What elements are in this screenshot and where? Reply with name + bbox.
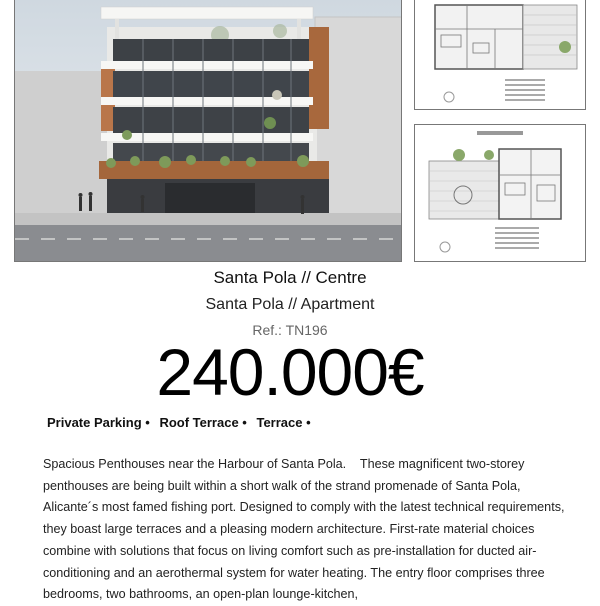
listing-subtitle: Santa Pola // Apartment [205, 296, 375, 313]
floor-plan-image [415, 0, 586, 110]
feature-list [47, 415, 317, 430]
listing-title: Santa Pola // Centre [213, 268, 367, 287]
feature-item: Roof Terrace • [159, 415, 247, 430]
feature-item: Terrace • [256, 415, 311, 430]
building-render-image [15, 0, 402, 262]
reference-number: Ref.: TN196 [252, 322, 328, 338]
property-description [43, 454, 568, 606]
floor-plan-image [415, 125, 586, 262]
floor-plan-lower-thumbnail[interactable] [414, 124, 586, 262]
main-property-photo[interactable] [14, 0, 402, 262]
feature-item: Private Parking • [47, 415, 150, 430]
price: 240.000€ [156, 335, 424, 409]
floor-plan-upper-thumbnail[interactable] [414, 0, 586, 110]
description-text: Spacious Penthouses near the Harbour of Santa Pola. These magnificent two-storey penthouses are being built within a short walk of the strand promenade of Santa Pola, Alicante´s most famed fishing port. Designed to comply with the latest technical requirements, they boast large terraces and a pleasing modern architecture. First-rate material choices combine with solutions that focus on living comfort such as pre-installation for ducted air-conditioning and an aerothermal system for water heating. The entry floor comprises three bedrooms, two bathrooms, an open-plan lounge-kitchen, [43, 457, 568, 602]
